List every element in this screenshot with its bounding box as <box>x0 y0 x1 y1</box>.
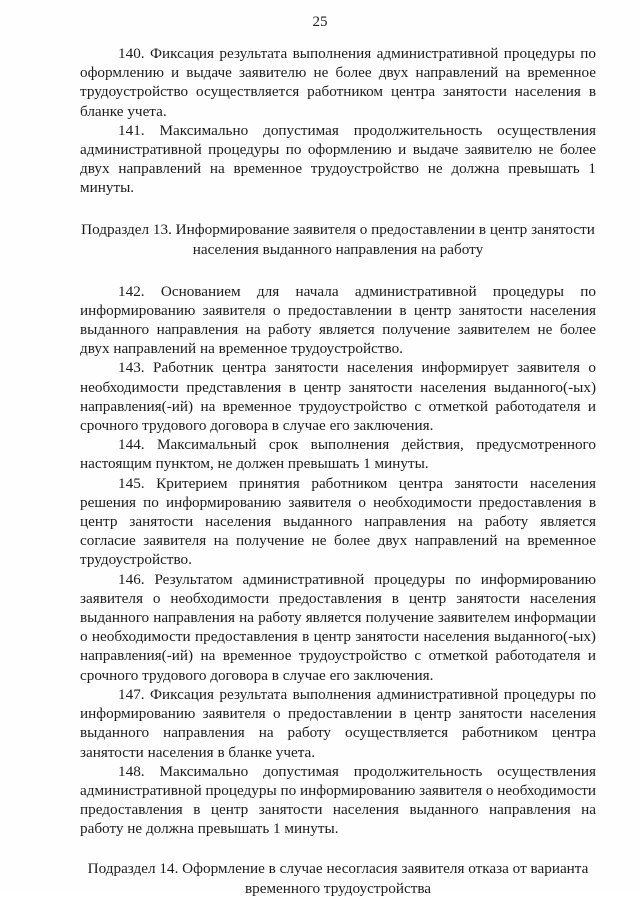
paragraph-146: 146. Результатом административной процедуры по информированию заявителя о необходимости предоставления в центр занятости населения выданного направления на работу является получение заявителем информации о необходимости предоставления в центр занятости населения выданного(-ых) направления(-ий) на временное трудоустройство с отметкой работодателя и срочного трудового договора в случае его заключения. <box>80 570 596 684</box>
paragraph-141: 141. Максимально допустимая продолжительность осуществления административной процедуры по оформлению и выдаче заявителю не более двух направлений на временное трудоустройство не должна превышать 1 минуты. <box>80 121 596 197</box>
page-body <box>80 44 596 899</box>
paragraph-147: 147. Фиксация результата выполнения административной процедуры по информированию заявителя о предоставлении в центр занятости населения выданного направления на работу осуществляется работником центра занятости населения в бланке учета. <box>80 685 596 761</box>
subsection-13-heading: Подраздел 13. Информирование заявителя о предоставлении в центр занятости населения выданного направления на работу <box>81 220 595 258</box>
paragraph-145: 145. Критерием принятия работником центра занятости населения решения по информированию заявителя о необходимости предоставления в центр занятости населения выданного направления на работу является согласие заявителя на получение не более двух направлений на временное трудоустройство. <box>80 474 596 569</box>
paragraph-143: 143. Работник центра занятости населения информирует заявителя о необходимости представления в центр занятости населения выданного(-ых) направления(-ий) на временное трудоустройство с отметкой работодателя и срочного трудового договора в случае его заключения. <box>80 359 596 435</box>
paragraph-142: 142. Основанием для начала административной процедуры по информированию заявителя о предоставлении в центр занятости населения выданного направления на работу является получение заявителем не более двух направлений на временное трудоустройство. <box>80 282 596 358</box>
paragraph-148: 148. Максимально допустимая продолжительность осуществления административной процедуры по информированию заявителя о необходимости предоставления в центр занятости населения выданного направления на работу не должна превышать 1 минуты. <box>80 762 596 838</box>
page-number: 25 <box>312 14 328 30</box>
paragraph-140: 140. Фиксация результата выполнения административной процедуры по оформлению и выдаче заявителю не более двух направлений на временное трудоустройство осуществляется работником центра занятости населения в бланке учета. <box>80 45 596 120</box>
subsection-14-heading: Подраздел 14. Оформление в случае несогласия заявителя отказа от варианта временного трудоустройства <box>87 859 589 897</box>
paragraph-144: 144. Максимальный срок выполнения действия, предусмотренного настоящим пунктом, не должен превышать 1 минуты. <box>80 436 596 473</box>
